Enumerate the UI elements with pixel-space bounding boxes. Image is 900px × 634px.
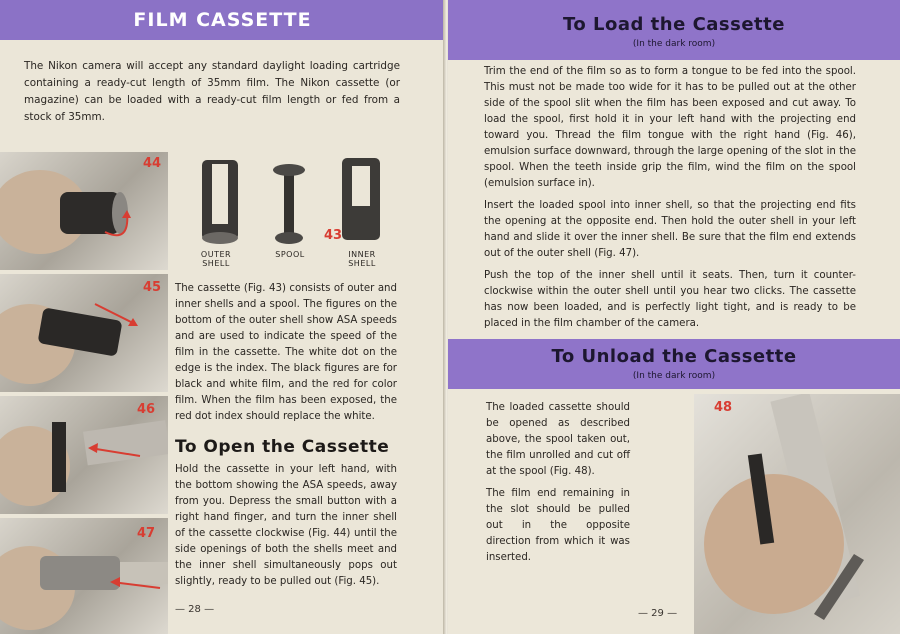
page-title-film-cassette: FILM CASSETTE <box>133 9 312 31</box>
figure-45-photo <box>0 274 168 392</box>
unload-title-band <box>448 339 900 389</box>
load-paragraph-1: Trim the end of the film so as to form a tongue to be fed into the spool. This must not be made too wide for it has to be pulled out at the other side of the spool slit when the film has been exposed and cut away. To load the spool, first hold it in your left hand with the projecting end toward you. Thread the film tongue with the right hand (Fig. 46), emulsion surface downward, through the large opening of the slot in the spool. When the teeth inside grip the film, wind the film on the spool (emulsion surface in). <box>484 66 856 189</box>
load-paragraph-3: Push the top of the inner shell until it seats. Then, turn it counter-clockwise within the outer shell until you hear two clicks. The cassette has now been loaded, and is perfectly light tight, and is ready to be placed in the film chamber of the camera. <box>484 270 856 329</box>
open-cassette-text: Hold the cassette in your left hand, with the bottom showing the ASA speeds, away from you. Depress the small button with a right hand finger, and turn the inner shell of the cassette clockwise (Fig. 44) until the side openings of both the shells meet and the inner shell simultaneously pops out slightly, ready to be pulled out (Fig. 45). <box>175 464 397 587</box>
unload-cassette-title: To Unload the Cassette <box>551 346 797 367</box>
figure-47-photo <box>0 518 168 634</box>
figure-44-photo <box>0 152 168 270</box>
figure-48-number: 48 <box>714 400 733 415</box>
label-spool: SPOOL <box>275 250 305 259</box>
open-cassette-text-block <box>175 462 397 596</box>
figure-46-number: 46 <box>137 402 156 417</box>
unload-cassette-subtitle: (In the dark room) <box>632 371 716 381</box>
load-text-block <box>484 64 856 338</box>
page-number-28: — 28 — <box>175 604 215 615</box>
label-outer-shell: OUTER SHELL <box>200 250 232 268</box>
load-cassette-subtitle: (In the dark room) <box>632 39 716 49</box>
unload-paragraph-2: The film end remaining in the slot should be pulled out in the opposite direction from which it was inserted. <box>486 488 630 563</box>
figure-43-number: 43 <box>324 228 343 243</box>
open-cassette-heading: To Open the Cassette <box>175 437 390 457</box>
left-title-band <box>0 0 445 40</box>
cassette-parts-illustration <box>192 150 388 250</box>
cassette-description-block <box>175 281 397 431</box>
figure-44-number: 44 <box>143 156 162 171</box>
left-page <box>0 0 445 634</box>
load-paragraph-2: Insert the loaded spool into inner shell, so that the projecting end fits the opening at the opposite end. Then hold the outer shell in your left hand and slide it over the inner shell. Be sure that the film end extends out of the outer shell (Fig. 47). <box>484 200 856 259</box>
figure-46-photo <box>0 396 168 514</box>
intro-paragraph: The Nikon camera will accept any standard daylight loading cartridge containing a ready-cut length of 35mm film. The Nikon cassette (or magazine) can be loaded with a ready-cut film length or fed from a stock of 35mm. <box>24 60 400 123</box>
figure-43 <box>192 150 388 270</box>
figure-47-number: 47 <box>137 526 156 541</box>
cassette-description: The cassette (Fig. 43) consists of outer and inner shells and a spool. The figures on the bottom of the outer shell show ASA speeds and are used to indicate the speed of the film in the cassette. The white dot on the edge is the index. The black figures are for black and white film, and the red for color film. When the film has been exposed, the red dot index should replace the white. <box>175 283 397 422</box>
unload-paragraph-1: The loaded cassette should be opened as described above, the spool taken out, the film unrolled and cut off at the spool (Fig. 48). <box>486 402 630 477</box>
load-cassette-title: To Load the Cassette <box>563 14 785 35</box>
intro-text-block <box>24 58 400 132</box>
figure-48-photo <box>694 394 900 634</box>
hand-cutting-film-illustration-48 <box>694 394 900 634</box>
page-number-29: — 29 — <box>638 608 678 619</box>
right-page <box>448 0 900 634</box>
load-title-band <box>448 0 900 60</box>
unload-text-block <box>486 400 630 572</box>
label-inner-shell: INNER SHELL <box>348 250 376 268</box>
figure-45-number: 45 <box>143 280 162 295</box>
